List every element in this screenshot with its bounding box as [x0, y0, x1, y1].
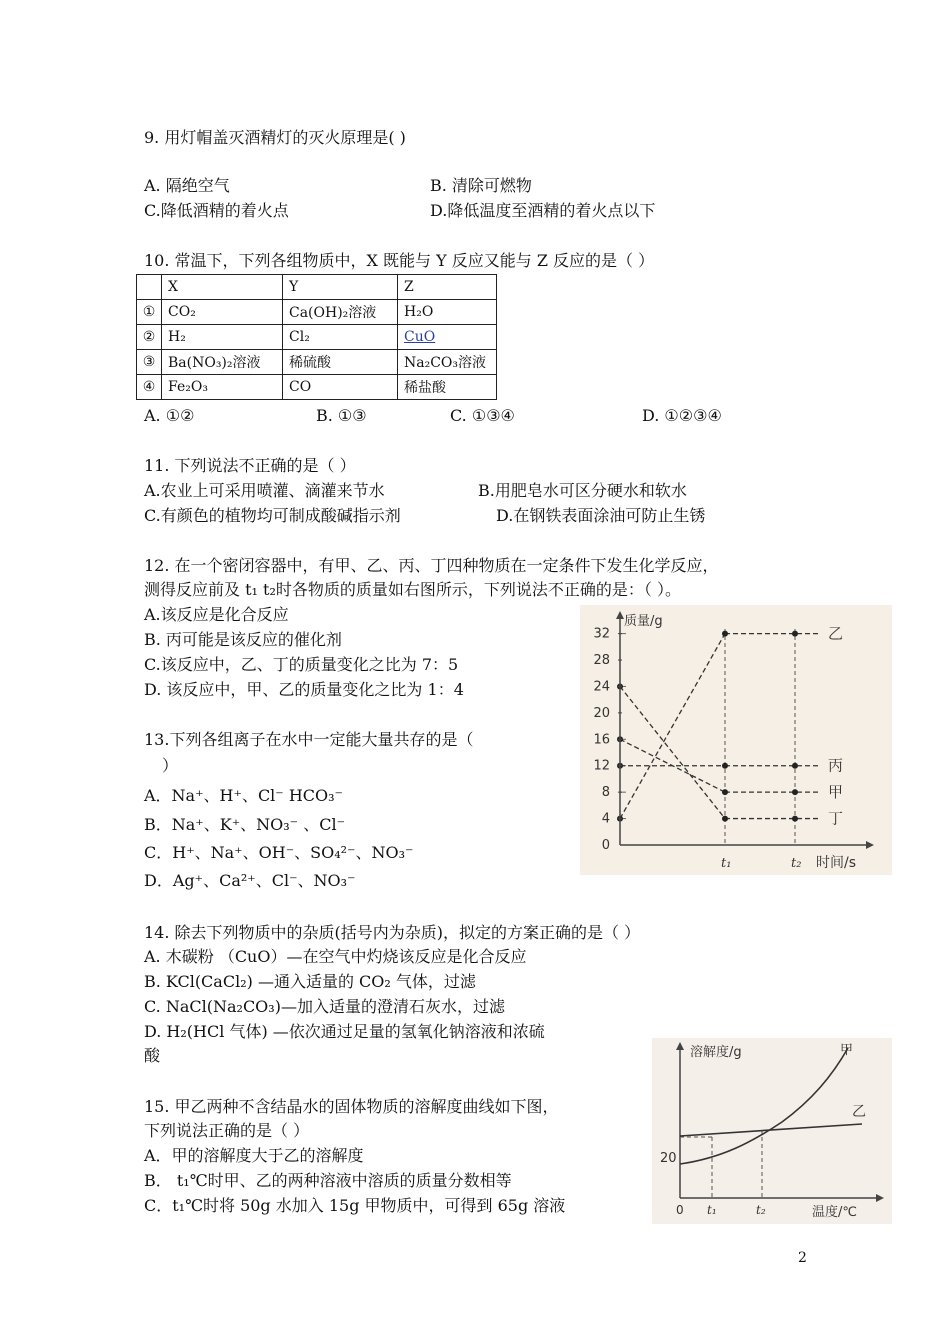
y-tick-label: 16: [593, 732, 610, 748]
table-cell: Fe₂O₃: [162, 375, 283, 400]
y-tick-label: 0: [601, 838, 610, 853]
table-cell: CO: [283, 375, 398, 400]
data-point: [722, 763, 728, 769]
table-row: [137, 375, 497, 400]
q14-option-d-line1: D. H₂(HCl 气体) —依次通过足量的氢氧化钠溶液和浓硫: [144, 1022, 545, 1041]
data-point: [792, 631, 798, 637]
table-row: [137, 325, 497, 350]
x-tick-label: t₁: [707, 1203, 717, 1217]
table-cell: ①: [137, 300, 162, 325]
table-cell: H₂O: [398, 300, 497, 325]
q13-stem-line2: ）: [162, 756, 179, 775]
q10-option-a: A. ①②: [144, 406, 195, 425]
q12-stem-line1: 12. 在一个密闭容器中，有甲、乙、丙、丁四种物质在一定条件下发生化学反应，: [144, 556, 719, 575]
q13-option-c: C．H⁺、Na⁺、OH⁻、SO₄²⁻、NO₃⁻: [144, 843, 414, 862]
series-label: 丙: [828, 756, 844, 775]
series-label: 乙: [828, 624, 844, 643]
table-row: [137, 300, 497, 325]
q9-option-a: A. 隔绝空气: [144, 176, 230, 195]
x-tick-label: t₂: [791, 856, 802, 871]
table-cell: Cl₂: [283, 325, 398, 350]
q12-option-c: C.该反应中，乙、丁的质量变化之比为 7：5: [144, 655, 459, 674]
table-cell: 稀硫酸: [283, 350, 398, 375]
x-axis-label: 温度/℃: [812, 1205, 857, 1220]
q12-stem-line2: 测得反应前及 t₁ t₂时各物质的质量如右图所示，下列说法不正确的是：（ ）。: [144, 580, 681, 599]
q12-option-d: D. 该反应中，甲、乙的质量变化之比为 1：4: [144, 680, 464, 699]
y-tick-label: 32: [593, 626, 610, 642]
cuo-link[interactable]: CuO: [404, 329, 436, 345]
q13-option-a: A．Na⁺、H⁺、Cl⁻ HCO₃⁻: [144, 786, 344, 805]
table-cell: ③: [137, 350, 162, 375]
y-tick-label: 24: [593, 679, 610, 695]
mass-time-chart: [580, 605, 892, 875]
x-axis-label: 时间/s: [816, 855, 857, 871]
y-axis-label: 溶解度/g: [690, 1045, 742, 1060]
series-label-yi: 乙: [852, 1104, 866, 1120]
series-label-jia: 甲: [840, 1043, 854, 1058]
table-cell: ②: [137, 325, 162, 350]
q14-option-a: A. 木碳粉 （CuO）—在空气中灼烧该反应是化合反应: [144, 947, 527, 966]
y-tick-label: 12: [593, 758, 610, 774]
series-label: 丁: [828, 809, 844, 828]
table-cell: Na₂CO₃溶液: [398, 350, 497, 375]
y-tick-label: 20: [593, 705, 610, 721]
q13-stem-line1: 13.下列各组离子在水中一定能大量共存的是（: [144, 730, 474, 749]
table-row: [137, 350, 497, 375]
table-cell: Ba(NO₃)₂溶液: [162, 350, 283, 375]
q13-option-b: B．Na⁺、K⁺、NO₃⁻ 、Cl⁻: [144, 815, 346, 834]
table-cell: Ca(OH)₂溶液: [283, 300, 398, 325]
chart-background: [652, 1038, 892, 1224]
q14-option-c: C. NaCl(Na₂CO₃)—加入适量的澄清石灰水，过滤: [144, 997, 505, 1016]
data-point: [722, 816, 728, 822]
q12-option-a: A.该反应是化合反应: [144, 605, 289, 624]
q14-option-b: B. KCl(CaCl₂) —通入适量的 CO₂ 气体，过滤: [144, 972, 476, 991]
data-point: [792, 789, 798, 795]
q9-option-d: D.降低温度至酒精的着火点以下: [430, 201, 656, 220]
data-point: [792, 763, 798, 769]
q9-option-c: C.降低酒精的着火点: [144, 201, 289, 220]
table-header-z: Z: [398, 275, 497, 300]
q15-stem-line2: 下列说法正确的是（ ）: [144, 1121, 310, 1140]
q15-option-a: A．甲的溶解度大于乙的溶解度: [144, 1146, 364, 1165]
data-point: [722, 631, 728, 637]
data-point: [792, 816, 798, 822]
q10-option-d: D. ①②③④: [642, 406, 722, 425]
q11-stem: 11. 下列说法不正确的是（ ）: [144, 456, 356, 475]
table-cell: [137, 275, 162, 300]
table-cell: H₂: [162, 325, 283, 350]
chart-background: [580, 605, 892, 875]
q10-stem: 10. 常温下，下列各组物质中，X 既能与 Y 反应又能与 Z 反应的是（ ）: [144, 251, 655, 270]
y-axis-label: 质量/g: [624, 614, 663, 629]
q14-option-d-line2: 酸: [144, 1046, 161, 1065]
x-tick-label: t₂: [756, 1203, 766, 1217]
q11-option-b: B.用肥皂水可区分硬水和软水: [478, 481, 687, 500]
q10-table: [136, 274, 497, 400]
q15-option-c: C．t₁℃时将 50g 水加入 15g 甲物质中，可得到 65g 溶液: [144, 1196, 566, 1215]
x-tick-label: 0: [676, 1203, 684, 1217]
q9-option-b: B. 清除可燃物: [430, 176, 532, 195]
table-cell: 稀盐酸: [398, 375, 497, 400]
q11-option-c: C.有颜色的植物均可制成酸碱指示剂: [144, 506, 401, 525]
solubility-chart: [652, 1038, 892, 1224]
q15-option-b: B． t₁℃时甲、乙的两种溶液中溶质的质量分数相等: [144, 1171, 512, 1190]
q10-option-b: B. ①③: [316, 406, 367, 425]
table-cell: ④: [137, 375, 162, 400]
q11-option-d: D.在钢铁表面涂油可防止生锈: [496, 506, 706, 525]
q12-option-b: B. 丙可能是该反应的催化剂: [144, 630, 342, 649]
y-tick-label: 4: [601, 811, 610, 827]
y-tick-label: 28: [593, 653, 610, 669]
q13-option-d: D．Ag⁺、Ca²⁺、Cl⁻、NO₃⁻: [144, 871, 356, 890]
series-label: 甲: [828, 783, 844, 802]
q9-stem: 9. 用灯帽盖灭酒精灯的灭火原理是( ): [144, 128, 406, 147]
table-cell: [398, 325, 497, 350]
table-cell: CO₂: [162, 300, 283, 325]
page-number: 2: [798, 1250, 807, 1266]
y-tick-label: 8: [601, 785, 610, 801]
y-tick-label: 20: [660, 1151, 677, 1166]
q11-option-a: A.农业上可采用喷灌、滴灌来节水: [144, 481, 385, 500]
table-header-x: X: [162, 275, 283, 300]
data-point: [722, 789, 728, 795]
q15-stem-line1: 15. 甲乙两种不含结晶水的固体物质的溶解度曲线如下图，: [144, 1097, 559, 1116]
table-row: [137, 275, 497, 300]
q14-stem: 14. 除去下列物质中的杂质(括号内为杂质)，拟定的方案正确的是（ ）: [144, 923, 641, 942]
table-header-y: Y: [283, 275, 398, 300]
x-tick-label: t₁: [721, 856, 732, 871]
q10-option-c: C. ①③④: [450, 406, 515, 425]
